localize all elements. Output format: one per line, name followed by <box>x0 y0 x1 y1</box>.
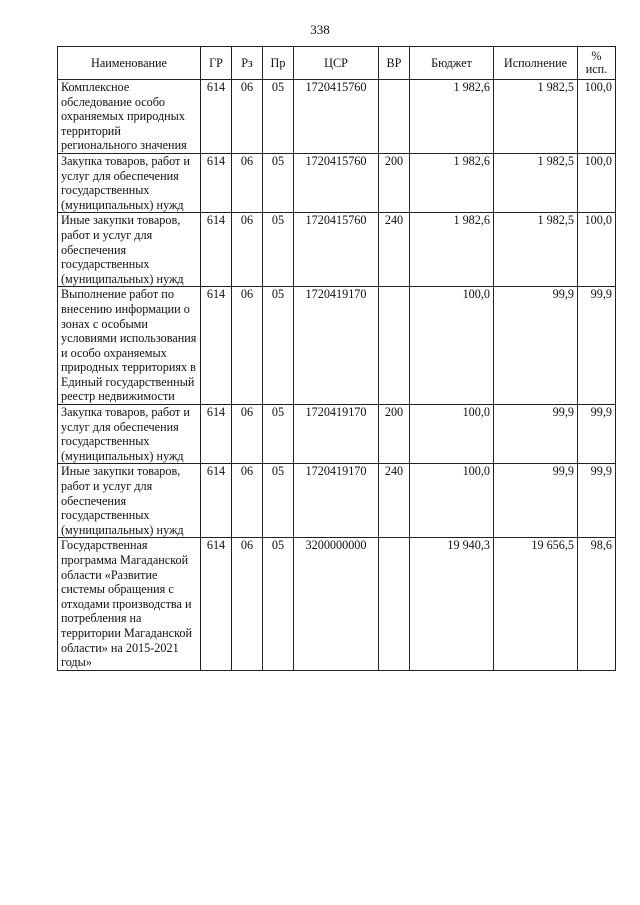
header-execution: Исполнение <box>494 47 578 80</box>
row-csr: 1720419170 <box>294 405 379 464</box>
row-percent: 99,9 <box>578 464 616 538</box>
row-name: Комплексное обследование особо охраняемых природных территорий регионального значения <box>58 80 201 154</box>
table-row <box>58 213 616 287</box>
row-name: Иные закупки товаров, работ и услуг для обеспечения государственных (муниципальных) нужд <box>58 213 201 287</box>
budget-table <box>57 46 616 671</box>
table-row <box>58 464 616 538</box>
header-csr: ЦСР <box>294 47 379 80</box>
row-gr: 614 <box>201 287 232 405</box>
row-budget: 1 982,6 <box>410 80 494 154</box>
row-execution: 1 982,5 <box>494 80 578 154</box>
row-percent: 100,0 <box>578 213 616 287</box>
header-budget: Бюджет <box>410 47 494 80</box>
page-number: 338 <box>310 22 330 37</box>
row-execution: 99,9 <box>494 405 578 464</box>
row-rz: 06 <box>232 80 263 154</box>
row-rz: 06 <box>232 153 263 212</box>
table-row <box>58 538 616 670</box>
row-execution: 99,9 <box>494 464 578 538</box>
table-row <box>58 153 616 212</box>
row-vr <box>379 538 410 670</box>
row-pr: 05 <box>263 405 294 464</box>
row-name: Государственная программа Магаданской области «Развитие системы обращения с отходами производства и потребления на территории Магаданской области» на 2015-2021 годы» <box>58 538 201 670</box>
row-vr: 200 <box>379 153 410 212</box>
header-gr: ГР <box>201 47 232 80</box>
header-pr: Пр <box>263 47 294 80</box>
row-execution: 1 982,5 <box>494 213 578 287</box>
row-name: Выполнение работ по внесению информации о зонах с особыми условиями использования и особо охраняемых природных территориях в Единый государственный реестр недвижимости <box>58 287 201 405</box>
row-gr: 614 <box>201 405 232 464</box>
row-percent: 100,0 <box>578 80 616 154</box>
row-rz: 06 <box>232 213 263 287</box>
row-csr: 1720415760 <box>294 213 379 287</box>
row-rz: 06 <box>232 405 263 464</box>
row-percent: 99,9 <box>578 405 616 464</box>
row-pr: 05 <box>263 464 294 538</box>
header-percent: % исп. <box>578 47 616 80</box>
row-budget: 1 982,6 <box>410 153 494 212</box>
row-csr: 3200000000 <box>294 538 379 670</box>
row-budget: 19 940,3 <box>410 538 494 670</box>
row-gr: 614 <box>201 213 232 287</box>
row-vr: 240 <box>379 213 410 287</box>
row-gr: 614 <box>201 153 232 212</box>
row-pr: 05 <box>263 153 294 212</box>
row-vr <box>379 80 410 154</box>
row-pr: 05 <box>263 80 294 154</box>
table-row <box>58 287 616 405</box>
row-gr: 614 <box>201 538 232 670</box>
row-budget: 1 982,6 <box>410 213 494 287</box>
row-gr: 614 <box>201 80 232 154</box>
row-csr: 1720415760 <box>294 80 379 154</box>
row-gr: 614 <box>201 464 232 538</box>
row-percent: 100,0 <box>578 153 616 212</box>
row-execution: 19 656,5 <box>494 538 578 670</box>
row-name: Закупка товаров, работ и услуг для обеспечения государственных (муниципальных) нужд <box>58 153 201 212</box>
header-rz: Рз <box>232 47 263 80</box>
row-csr: 1720419170 <box>294 287 379 405</box>
row-csr: 1720415760 <box>294 153 379 212</box>
row-execution: 99,9 <box>494 287 578 405</box>
row-percent: 99,9 <box>578 287 616 405</box>
row-budget: 100,0 <box>410 405 494 464</box>
row-name: Закупка товаров, работ и услуг для обеспечения государственных (муниципальных) нужд <box>58 405 201 464</box>
header-vr: ВР <box>379 47 410 80</box>
row-execution: 1 982,5 <box>494 153 578 212</box>
row-csr: 1720419170 <box>294 464 379 538</box>
table-row <box>58 405 616 464</box>
row-pr: 05 <box>263 538 294 670</box>
row-rz: 06 <box>232 464 263 538</box>
row-vr <box>379 287 410 405</box>
row-pr: 05 <box>263 213 294 287</box>
row-name: Иные закупки товаров, работ и услуг для обеспечения государственных (муниципальных) нужд <box>58 464 201 538</box>
table-header-row <box>58 47 616 80</box>
row-budget: 100,0 <box>410 464 494 538</box>
row-pr: 05 <box>263 287 294 405</box>
row-budget: 100,0 <box>410 287 494 405</box>
row-rz: 06 <box>232 287 263 405</box>
header-name: Наименование <box>58 47 201 80</box>
row-percent: 98,6 <box>578 538 616 670</box>
table-row <box>58 80 616 154</box>
row-vr: 200 <box>379 405 410 464</box>
row-vr: 240 <box>379 464 410 538</box>
row-rz: 06 <box>232 538 263 670</box>
